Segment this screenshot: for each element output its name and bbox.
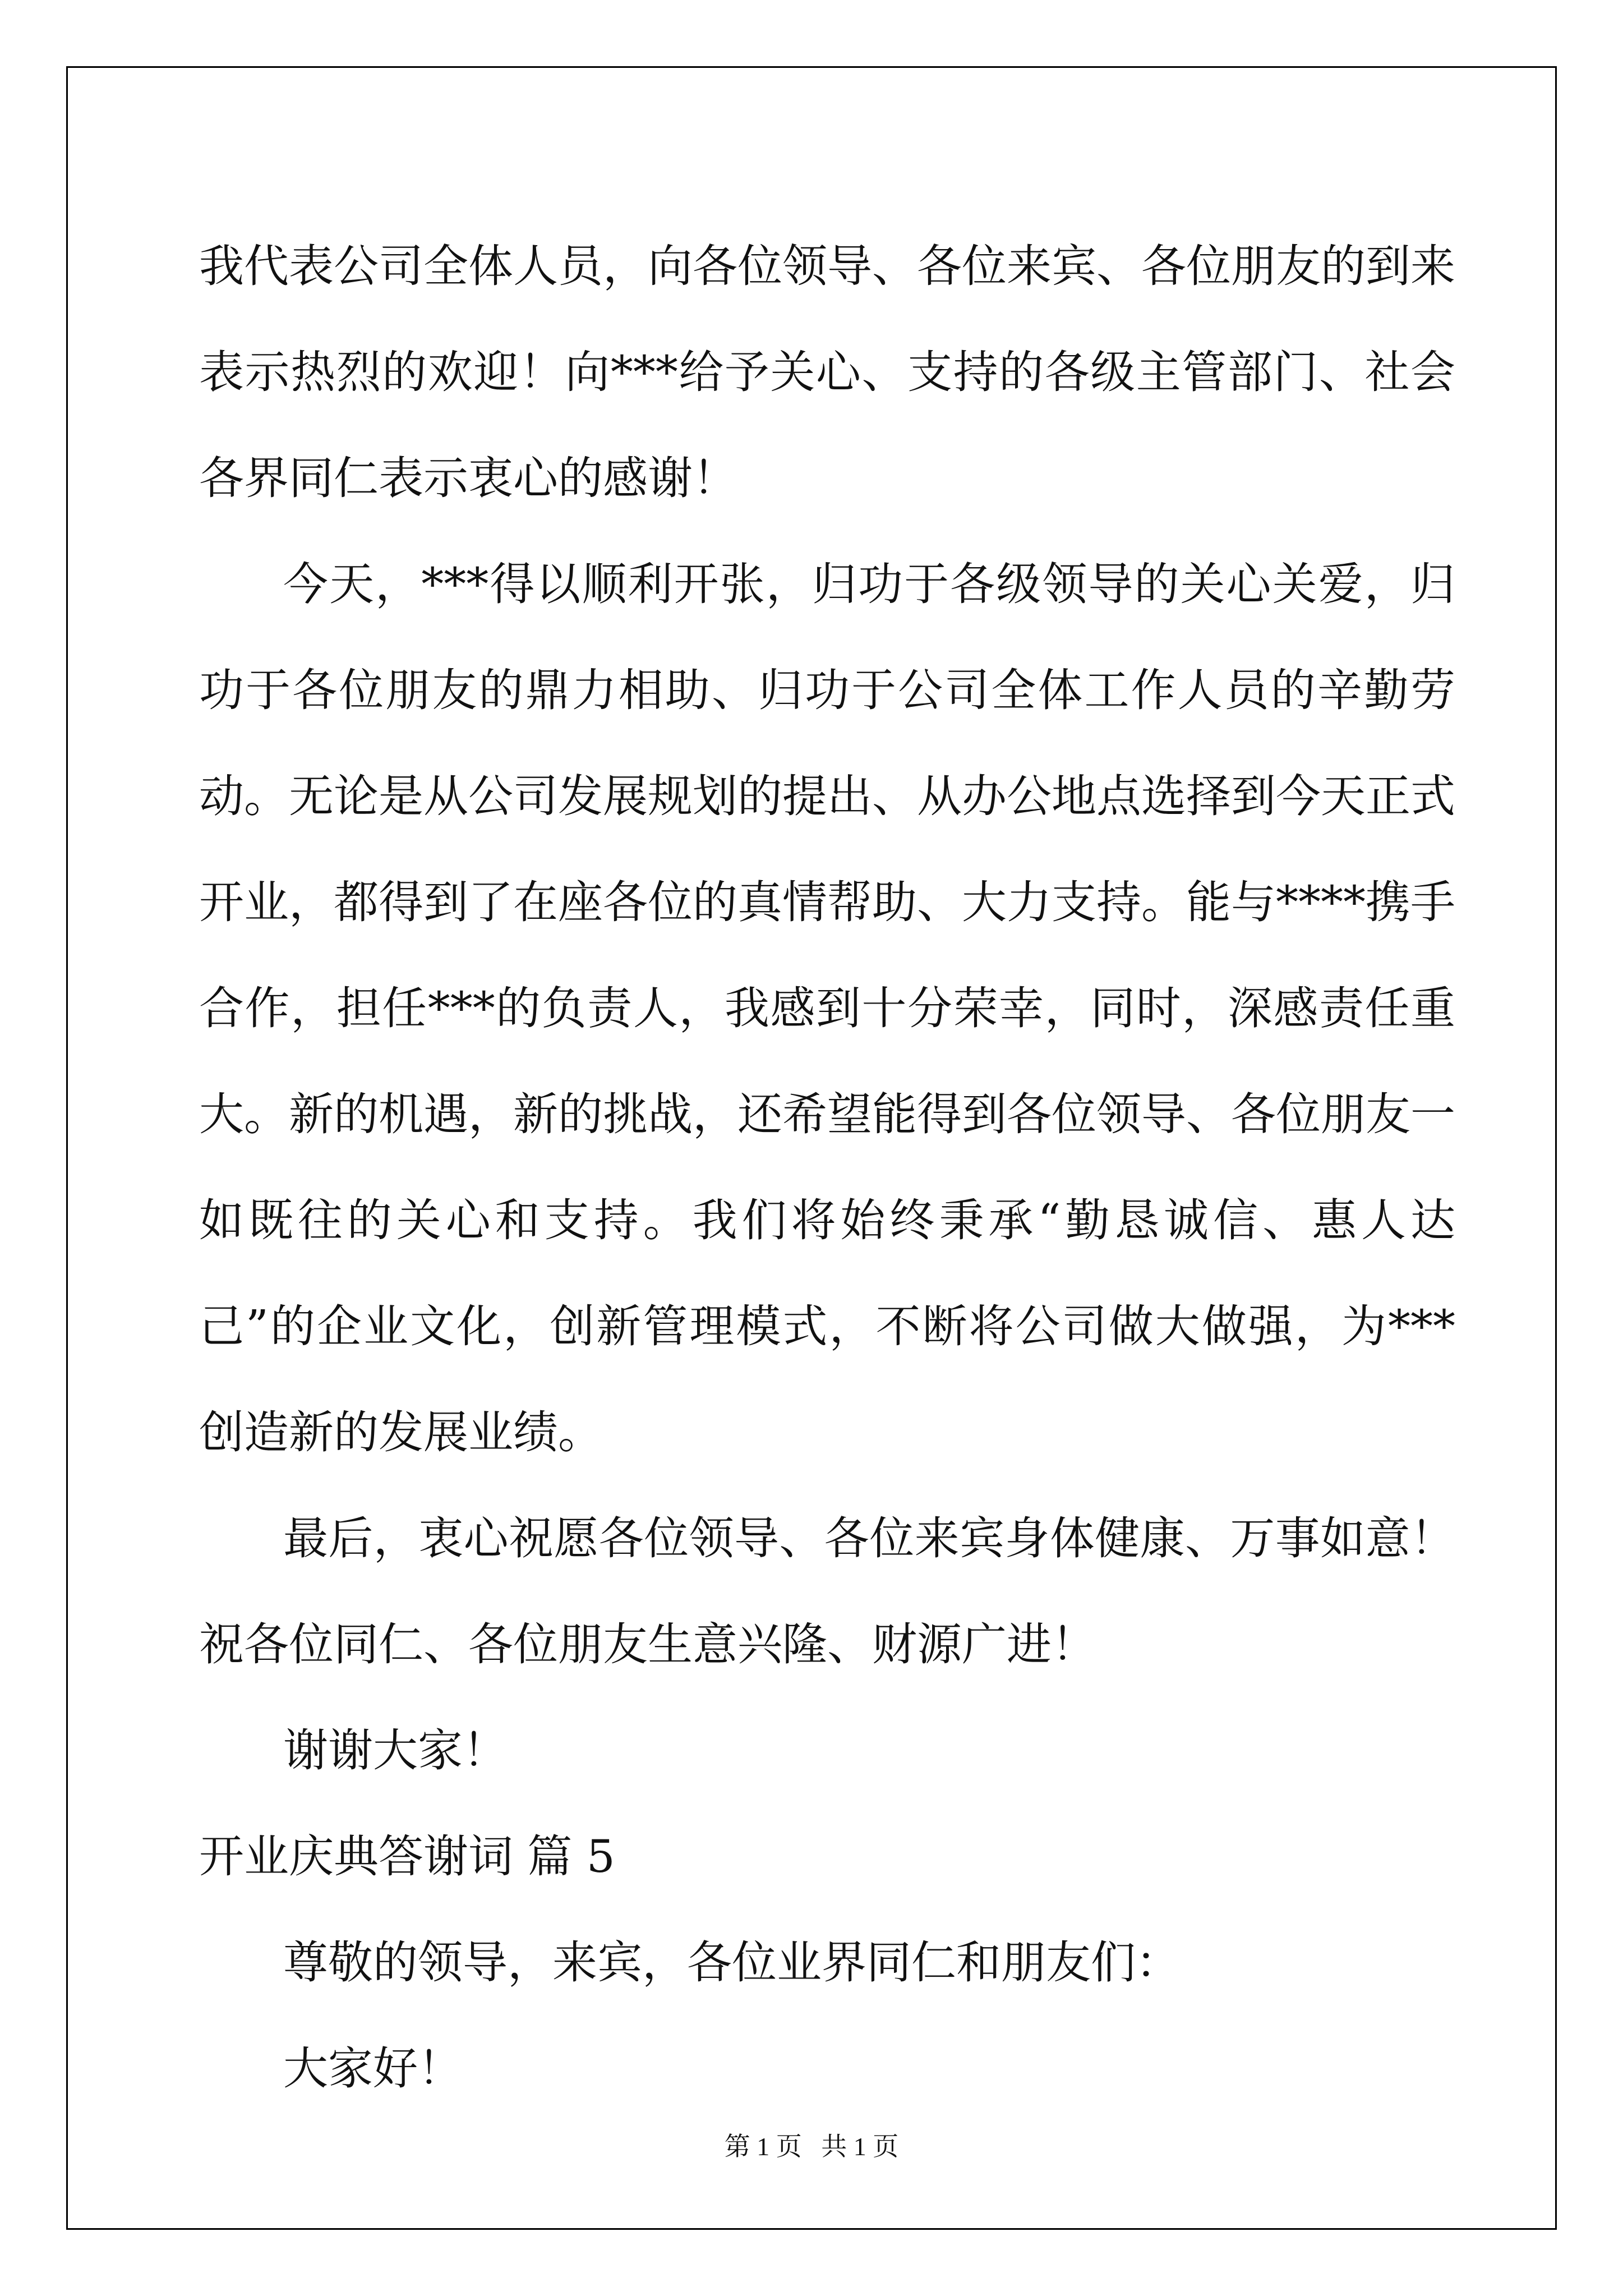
paragraph-salutation: 尊敬的领导，来宾，各位业界同仁和朋友们： xyxy=(283,1936,1181,1989)
page-footer: 第 1 页 共 1 页 xyxy=(724,2132,899,2161)
paragraph-greeting: 大家好！ xyxy=(283,2042,463,2095)
section-heading: 开业庆典答谢词 篇 5 xyxy=(199,1830,615,1883)
paragraph-thanks: 谢谢大家！ xyxy=(283,1724,508,1777)
paragraph-opening: 今天，***得以顺利开张，归功于各级领导的关心关爱，归功于各位朋友的鼎力相助、归功于公司全体工作人员的辛勤劳动。无论是从公司发展规划的提出、从办公地点选择到今天正式开业，都得到了在座各位的真情帮助、大力支持。能与****携手合作，担任***的负责人，我感到十分荣幸，同时，深感责任重大。新的机遇，新的挑战，还希望能得到各位领导、各位朋友一如既往的关心和支持。我们将始终秉承“勤恳诚信、惠人达己”的企业文化，创新管理模式，不断将公司做大做强，为***创造新的发展业绩。 xyxy=(199,558,1455,1458)
document-body xyxy=(199,213,1455,2122)
paragraph-wishes: 最后，衷心祝愿各位领导、各位来宾身体健康、万事如意！祝各位同仁、各位朋友生意兴隆、财源广进！ xyxy=(199,1512,1455,1671)
paragraph-welcome: 我代表公司全体人员，向各位领导、各位来宾、各位朋友的到来表示热烈的欢迎！向***给予关心、支持的各级主管部门、社会各界同仁表示衷心的感谢！ xyxy=(199,240,1455,504)
